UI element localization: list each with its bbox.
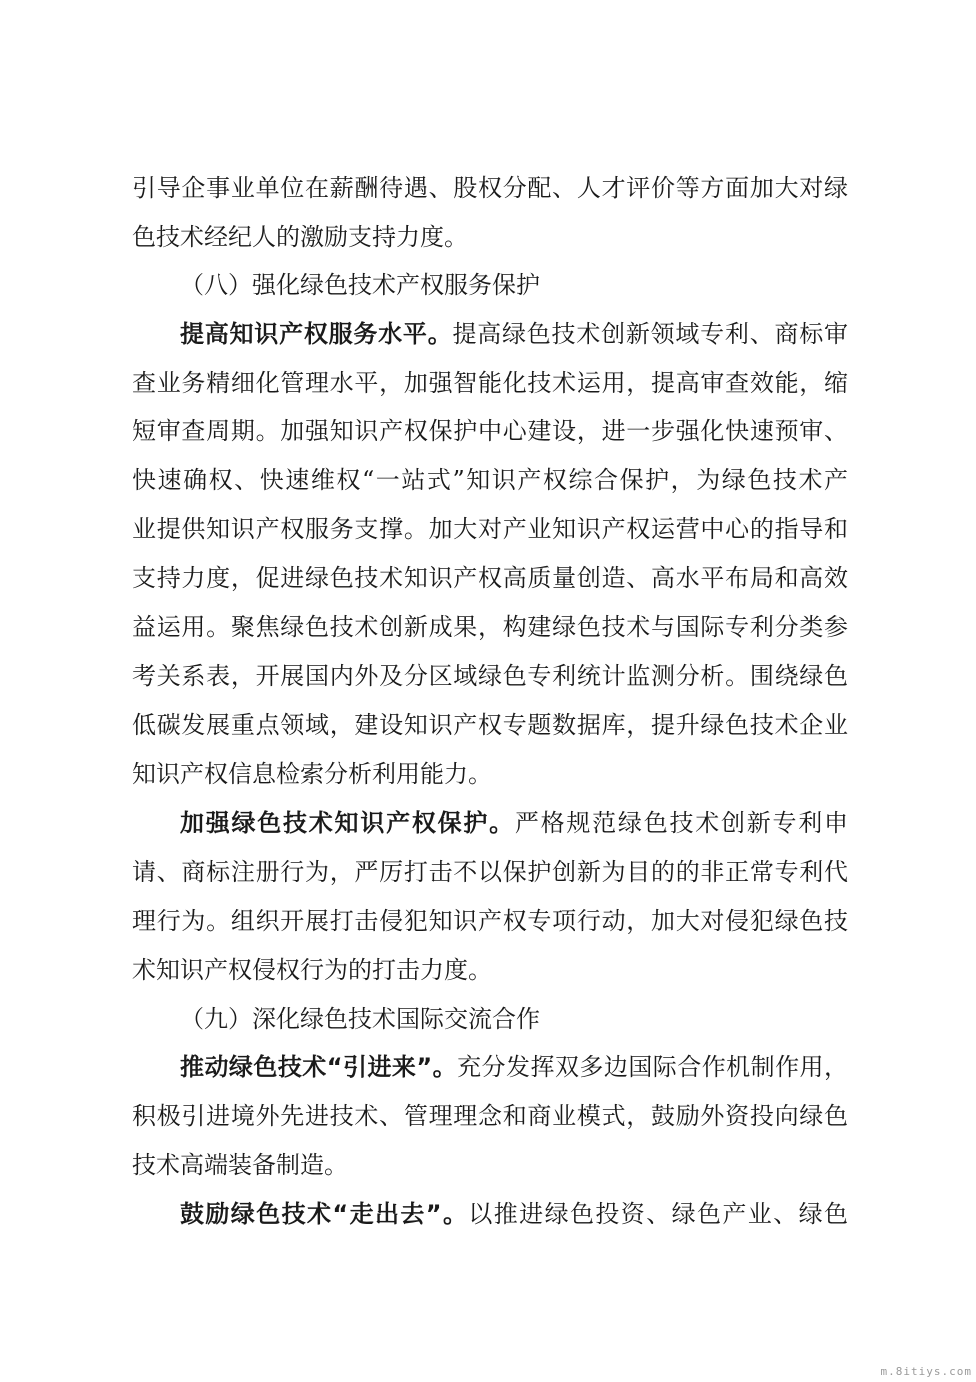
paragraph-line xyxy=(132,512,848,546)
line-text: 引导企事业单位在薪酬待遇、股权分配、人才评价等方面加大对绿 xyxy=(132,174,848,202)
line-text: 支持力度，促进绿色技术知识产权高质量创造、高水平布局和高效 xyxy=(132,564,848,592)
line-text: 低碳发展重点领域，建设知识产权专题数据库，提升绿色技术企业 xyxy=(132,711,848,739)
paragraph-line xyxy=(132,708,848,742)
heading-text: （九）深化绿色技术国际交流合作 xyxy=(180,1005,540,1033)
paragraph-line xyxy=(132,953,848,987)
paragraph-lead: 加强绿色技术知识产权保护。 xyxy=(180,809,515,837)
line-text: 查业务精细化管理水平，加强智能化技术运用，提高审查效能，缩 xyxy=(132,369,848,397)
paragraph-line xyxy=(132,855,848,889)
paragraph-line xyxy=(132,463,848,497)
line-text: 积极引进境外先进技术、管理理念和商业模式，鼓励外资投向绿色 xyxy=(132,1102,848,1130)
paragraph-line xyxy=(132,220,848,254)
paragraph-line xyxy=(132,561,848,595)
paragraph-line xyxy=(180,806,848,840)
line-text: 益运用。聚焦绿色技术创新成果，构建绿色技术与国际专利分类参 xyxy=(132,613,848,641)
paragraph-line xyxy=(132,414,848,448)
line-text: 术知识产权侵权行为的打击力度。 xyxy=(132,956,492,984)
line-text: 严格规范绿色技术创新专利申 xyxy=(514,809,849,837)
paragraph-line xyxy=(132,366,848,400)
line-text: 快速确权、快速维权“一站式”知识产权综合保护，为绿色技术产 xyxy=(132,466,848,494)
line-text: 以推进绿色投资、绿色产业、绿色 xyxy=(468,1200,849,1228)
paragraph-lead: 鼓励绿色技术“走出去”。 xyxy=(180,1200,469,1228)
paragraph-line xyxy=(132,1099,848,1133)
line-text: 充分发挥双多边国际合作机制作用， xyxy=(457,1053,849,1081)
paragraph-line xyxy=(132,904,848,938)
paragraph-line xyxy=(180,317,848,351)
heading-text: （八）强化绿色技术产权服务保护 xyxy=(180,271,540,299)
paragraph-lead: 推动绿色技术“引进来”。 xyxy=(180,1053,458,1081)
paragraph-lead: 提高知识产权服务水平。 xyxy=(180,320,453,348)
line-text: 理行为。组织开展打击侵犯知识产权专项行动，加大对侵犯绿色技 xyxy=(132,907,848,935)
site-watermark: m.8itiys.com xyxy=(880,1365,972,1378)
line-text: 短审查周期。加强知识产权保护中心建设，进一步强化快速预审、 xyxy=(132,417,848,445)
paragraph-line xyxy=(180,1050,848,1084)
line-text: 知识产权信息检索分析利用能力。 xyxy=(132,760,492,788)
line-text: 技术高端装备制造。 xyxy=(132,1151,348,1179)
section-heading xyxy=(180,268,848,302)
line-text: 色技术经纪人的激励支持力度。 xyxy=(132,223,468,251)
line-text: 提高绿色技术创新领域专利、商标审 xyxy=(452,320,849,348)
paragraph-line xyxy=(132,757,848,791)
paragraph-line xyxy=(132,610,848,644)
paragraph-line xyxy=(180,1197,848,1231)
paragraph-line xyxy=(132,171,848,205)
paragraph-line xyxy=(132,1148,848,1182)
line-text: 业提供知识产权服务支撑。加大对产业知识产权运营中心的指导和 xyxy=(132,515,848,543)
line-text: 请、商标注册行为，严厉打击不以保护创新为目的的非正常专利代 xyxy=(132,858,848,886)
line-text: 考关系表，开展国内外及分区域绿色专利统计监测分析。围绕绿色 xyxy=(132,662,848,690)
paragraph-line xyxy=(132,659,848,693)
section-heading xyxy=(180,1002,848,1036)
